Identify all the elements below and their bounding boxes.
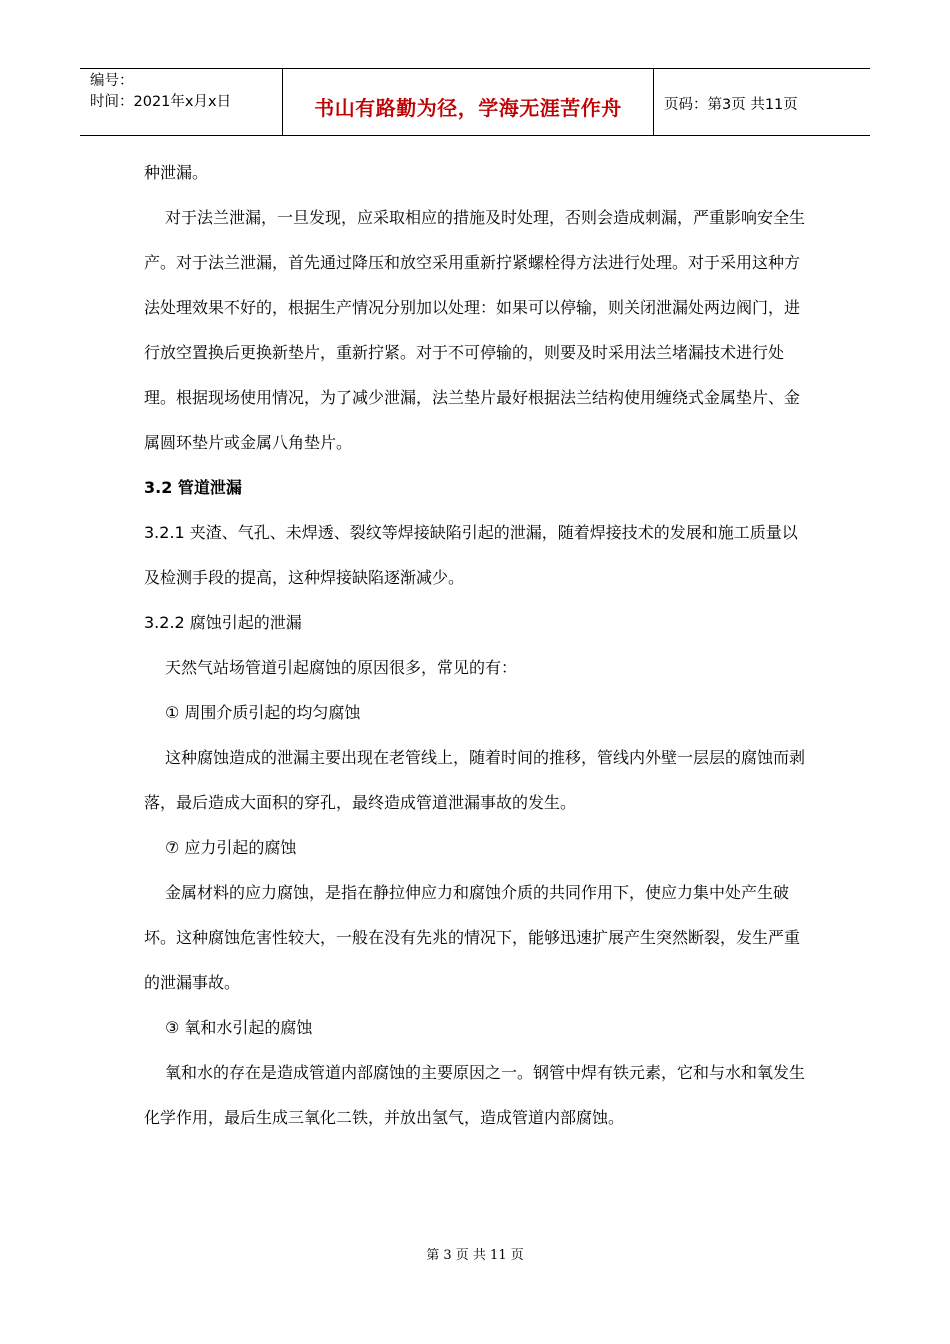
header-motto: 书山有路勤为径，学海无涯苦作舟 bbox=[282, 69, 654, 135]
subsection-heading: 3.2.2 腐蚀引起的泄漏 bbox=[144, 613, 302, 632]
list-item-heading: ⑦ 应力引起的腐蚀 bbox=[165, 838, 297, 857]
list-item-heading: ① 周围介质引起的均匀腐蚀 bbox=[165, 703, 361, 722]
paragraph: 对于法兰泄漏，一旦发现，应采取相应的措施及时处理，否则会造成刺漏，严重影响安全生产。对于法兰泄漏，首先通过降压和放空采用重新拧紧螺栓得方法进行处理。对于采用这种方法处理效果不好的，根据生产情况分别加以处理：如果可以停输，则关闭泄漏处两边阀门，进行放空置换后更换新垫片，重新拧紧。对于不可停输的，则要及时采用法兰堵漏技术进行处理。根据现场使用情况，为了减少泄漏，法兰垫片最好根据法兰结构使用缠绕式金属垫片、金属圆环垫片或金属八角垫片。 bbox=[144, 208, 806, 452]
header-meta bbox=[80, 69, 282, 135]
paragraph: 天然气站场管道引起腐蚀的原因很多，常见的有： bbox=[165, 658, 518, 677]
header-page-info: 页码：第3页 共11页 bbox=[664, 97, 798, 113]
paragraph: 金属材料的应力腐蚀，是指在静拉伸应力和腐蚀介质的共同作用下，使应力集中处产生破坏。这种腐蚀危害性较大，一般在没有先兆的情况下，能够迅速扩展产生突然断裂，发生严重的泄漏事故。 bbox=[144, 883, 801, 992]
paragraph: 氧和水的存在是造成管道内部腐蚀的主要原因之一。钢管中焊有铁元素，它和与水和氧发生化学作用，最后生成三氧化二铁，并放出氢气，造成管道内部腐蚀。 bbox=[144, 1063, 806, 1127]
list-item-heading: ③ 氧和水引起的腐蚀 bbox=[165, 1018, 313, 1037]
paragraph: 种泄漏。 bbox=[144, 163, 209, 182]
paragraph: 这种腐蚀造成的泄漏主要出现在老管线上，随着时间的推移，管线内外壁一层层的腐蚀而剥落，最后造成大面积的穿孔，最终造成管道泄漏事故的发生。 bbox=[144, 748, 806, 812]
paragraph: 3.2.1 夹渣、气孔、未焊透、裂纹等焊接缺陷引起的泄漏，随着焊接技术的发展和施工质量以及检测手段的提高，这种焊接缺陷逐渐减少。 bbox=[144, 523, 798, 587]
document-number-label: 编号： bbox=[90, 73, 134, 89]
page-footer: 第 3 页 共 11 页 bbox=[426, 1248, 524, 1263]
document-body bbox=[144, 150, 809, 1140]
page-header bbox=[80, 68, 870, 136]
section-heading: 3.2 管道泄漏 bbox=[144, 478, 242, 497]
document-date: 时间：2021年x月x日 bbox=[90, 94, 232, 110]
